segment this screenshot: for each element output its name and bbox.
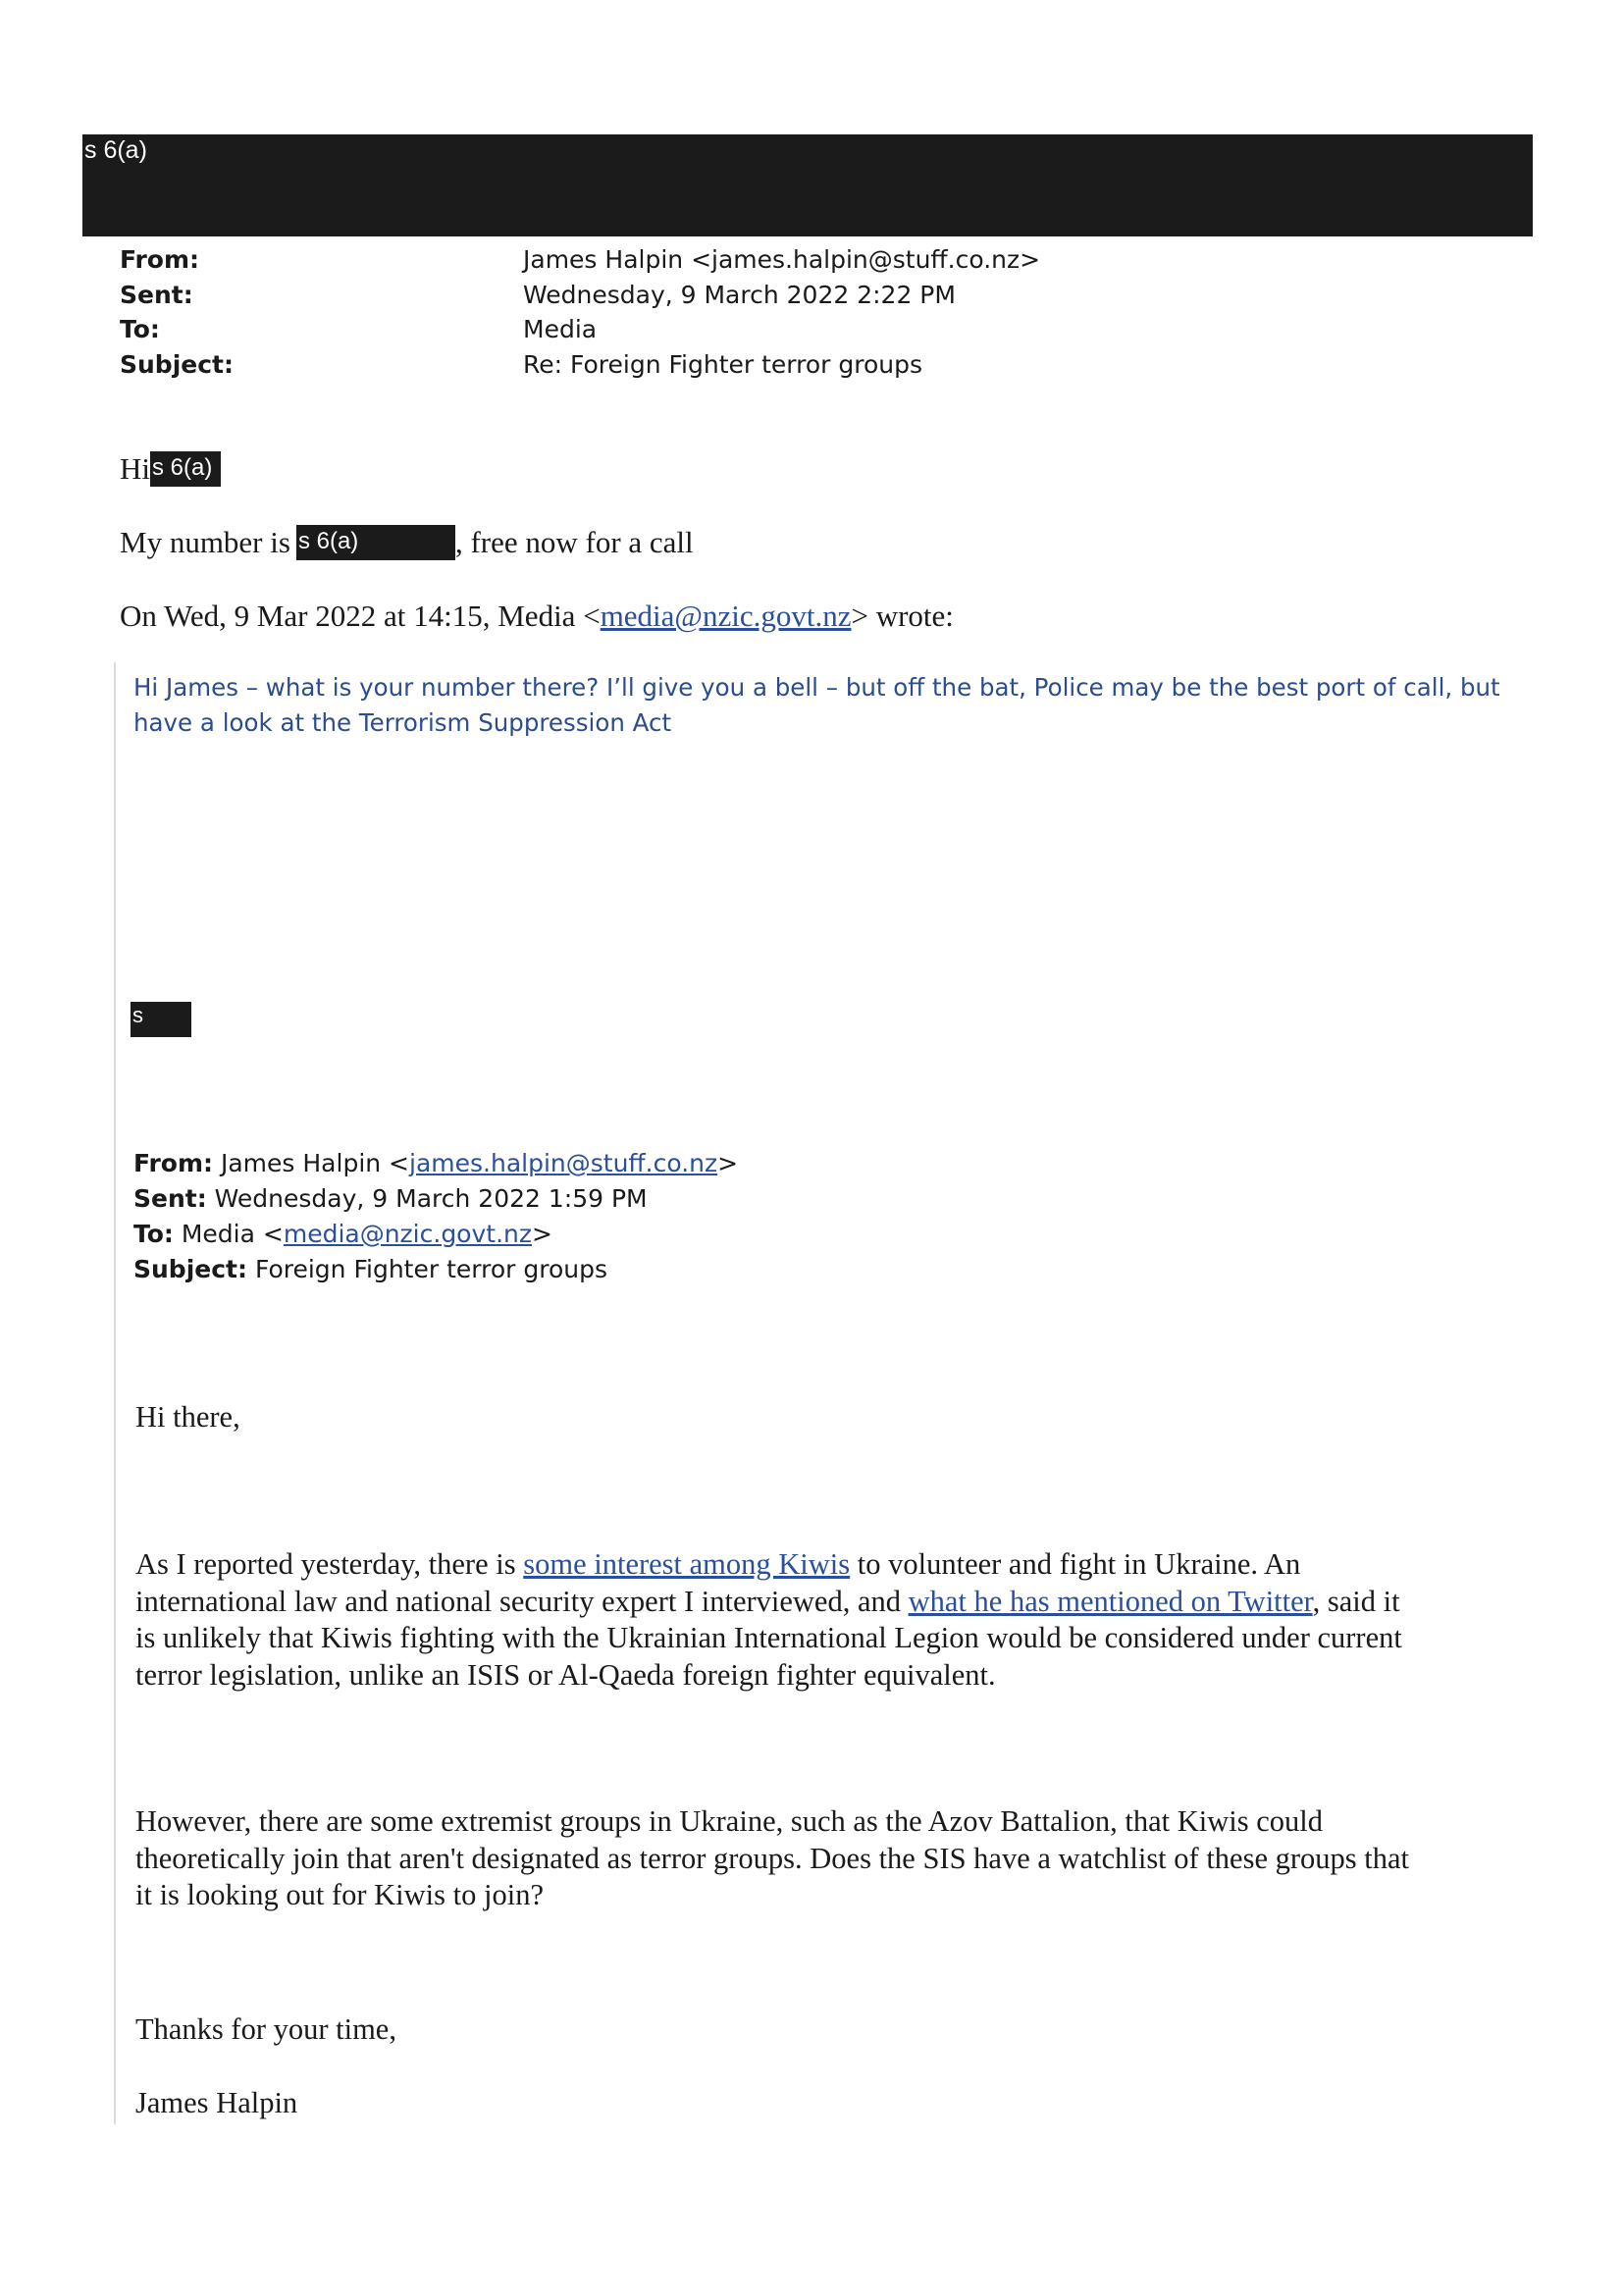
inner-to-name: Media < xyxy=(181,1220,284,1248)
paragraph-line: is unlikely that Kiwis fighting with the Ukrainian International Legion would be considered under current xyxy=(135,1621,1402,1654)
original-greeting: Hi there, xyxy=(135,1400,240,1434)
text-run: to volunteer and fight in Ukraine. An xyxy=(850,1547,1301,1581)
original-paragraph-2 xyxy=(135,1803,1529,1914)
subject-value: Re: Foreign Fighter terror groups xyxy=(523,350,923,379)
redaction-banner-label: s 6(a) xyxy=(84,136,147,164)
reply-greeting xyxy=(120,450,221,490)
number-suffix: , free now for a call xyxy=(454,525,694,559)
redaction-signature-label: s xyxy=(132,1003,143,1027)
inner-sent-label: Sent: xyxy=(133,1184,207,1213)
inner-subject-label: Subject: xyxy=(133,1255,247,1283)
to-label: To: xyxy=(120,315,160,343)
inner-to-close: > xyxy=(532,1220,552,1248)
inner-sent-value: Wednesday, 9 March 2022 1:59 PM xyxy=(214,1184,648,1213)
redaction-signature xyxy=(131,1002,191,1037)
greeting-text: Hi xyxy=(120,451,150,486)
inner-from-line xyxy=(133,1146,738,1181)
from-value: James Halpin <james.halpin@stuff.co.nz> xyxy=(523,245,1041,274)
inner-subject-line xyxy=(133,1252,607,1287)
paragraph-line xyxy=(135,1546,1529,1584)
inner-from-close: > xyxy=(717,1149,739,1177)
closing-signature: James Halpin xyxy=(135,2086,298,2119)
inner-from-email-link[interactable]: james.halpin@stuff.co.nz xyxy=(409,1149,718,1177)
text-run: international law and national security expert I interviewed, and xyxy=(135,1584,909,1618)
inner-from-name: James Halpin < xyxy=(220,1149,410,1177)
from-label: From: xyxy=(120,245,200,274)
media-reply-text xyxy=(133,670,1507,741)
text-run: As I reported yesterday, there is xyxy=(135,1547,524,1581)
redaction-greeting-name: s 6(a) xyxy=(150,451,221,487)
paragraph-line: theoretically join that aren't designated as terror groups. Does the SIS have a watchlist of these groups that xyxy=(135,1841,1409,1875)
text-run: , said it xyxy=(1312,1584,1400,1618)
quote-intro-prefix: On Wed, 9 Mar 2022 at 14:15, Media < xyxy=(120,599,601,633)
closing-thanks: Thanks for your time, xyxy=(135,2012,396,2046)
quote-intro-suffix: > wrote: xyxy=(851,599,954,633)
paragraph-line: it is looking out for Kiwis to join? xyxy=(135,1878,544,1911)
redaction-banner xyxy=(82,134,1533,236)
kiwis-interest-link[interactable]: some interest among Kiwis xyxy=(523,1547,851,1581)
media-reply-line: Hi James – what is your number there? I’ll give you a bell – but off the bat, Police may be the best port of call, but xyxy=(133,673,1500,702)
original-paragraph-1 xyxy=(135,1546,1529,1694)
quote-intro-line xyxy=(120,598,954,634)
number-prefix: My number is xyxy=(120,525,290,559)
media-email-link[interactable]: media@nzic.govt.nz xyxy=(600,599,852,633)
subject-label: Subject: xyxy=(120,350,234,379)
inner-to-label: To: xyxy=(133,1220,174,1248)
paragraph-line: terror legislation, unlike an ISIS or Al-Qaeda foreign fighter equivalent. xyxy=(135,1657,996,1692)
twitter-mention-link[interactable]: what he has mentioned on Twitter xyxy=(908,1584,1313,1618)
inner-sent-line xyxy=(133,1181,648,1217)
inner-to-email-link[interactable]: media@nzic.govt.nz xyxy=(283,1220,532,1248)
redaction-phone-number: s 6(a) xyxy=(296,525,455,560)
inner-from-label: From: xyxy=(133,1149,214,1177)
reply-number-line xyxy=(120,524,694,563)
sent-value: Wednesday, 9 March 2022 2:22 PM xyxy=(523,281,956,309)
inner-to-line xyxy=(133,1217,552,1252)
to-value: Media xyxy=(523,315,598,343)
media-reply-line: have a look at the Terrorism Suppression Act xyxy=(133,708,672,737)
paragraph-line xyxy=(135,1584,1529,1621)
inner-subject-value: Foreign Fighter terror groups xyxy=(254,1255,607,1283)
sent-label: Sent: xyxy=(120,281,193,309)
paragraph-line: However, there are some extremist groups in Ukraine, such as the Azov Battalion, that Kiwis could xyxy=(135,1804,1323,1838)
